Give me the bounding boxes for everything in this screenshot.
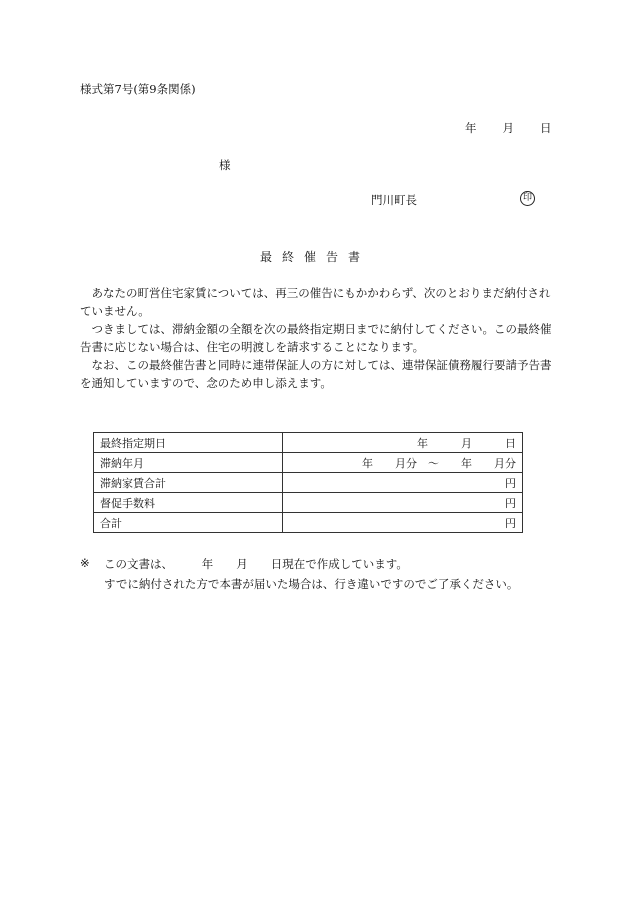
- row-value: 年 月分 ～ 年 月分: [283, 453, 523, 473]
- row-value: 円: [283, 513, 523, 533]
- row-label: 合計: [94, 513, 283, 533]
- form-number: 様式第7号(第9条関係): [80, 82, 196, 96]
- table-row: [94, 513, 523, 533]
- paragraph: つきましては、滞納金額の全額を次の最終指定期日までに納付してください。この最終催告書に応じない場合は、住宅の明渡しを請求することになります。: [80, 322, 552, 354]
- date-year: 年: [465, 121, 477, 135]
- document-title: 最終催告書: [260, 250, 371, 264]
- row-label: 督促手数料: [94, 493, 283, 513]
- seal-icon: 印: [520, 191, 535, 206]
- body-text: [80, 284, 554, 392]
- arrears-table: [93, 432, 523, 533]
- note-mark: ※: [80, 556, 90, 570]
- table-row: [94, 493, 523, 513]
- row-value: 年 月 日: [283, 433, 523, 453]
- date-month: 月: [502, 121, 514, 135]
- table-row: [94, 433, 523, 453]
- paragraph: あなたの町営住宅家賃については、再三の催告にもかかわらず、次のとおりまだ納付されていません。: [80, 286, 551, 318]
- row-value: 円: [283, 473, 523, 493]
- note-line-1: この文書は、 年 月 日現在で作成しています。: [104, 557, 408, 571]
- table-row: [94, 473, 523, 493]
- table-row: [94, 453, 523, 473]
- row-value: 円: [283, 493, 523, 513]
- row-label: 最終指定期日: [94, 433, 283, 453]
- row-label: 滞納家賃合計: [94, 473, 283, 493]
- date-day: 日: [540, 121, 552, 135]
- paragraph: なお、この最終催告書と同時に連帯保証人の方に対しては、連帯保証債務履行要請予告書を通知していますので、念のため申し添えます。: [80, 358, 552, 390]
- sender-name: 門川町長: [371, 193, 417, 207]
- row-label: 滞納年月: [94, 453, 283, 473]
- addressee: 様: [219, 158, 231, 172]
- issue-date: [465, 120, 552, 136]
- note-line-2: すでに納付された方で本書が届いた場合は、行き違いですのでご了承ください。: [104, 577, 519, 591]
